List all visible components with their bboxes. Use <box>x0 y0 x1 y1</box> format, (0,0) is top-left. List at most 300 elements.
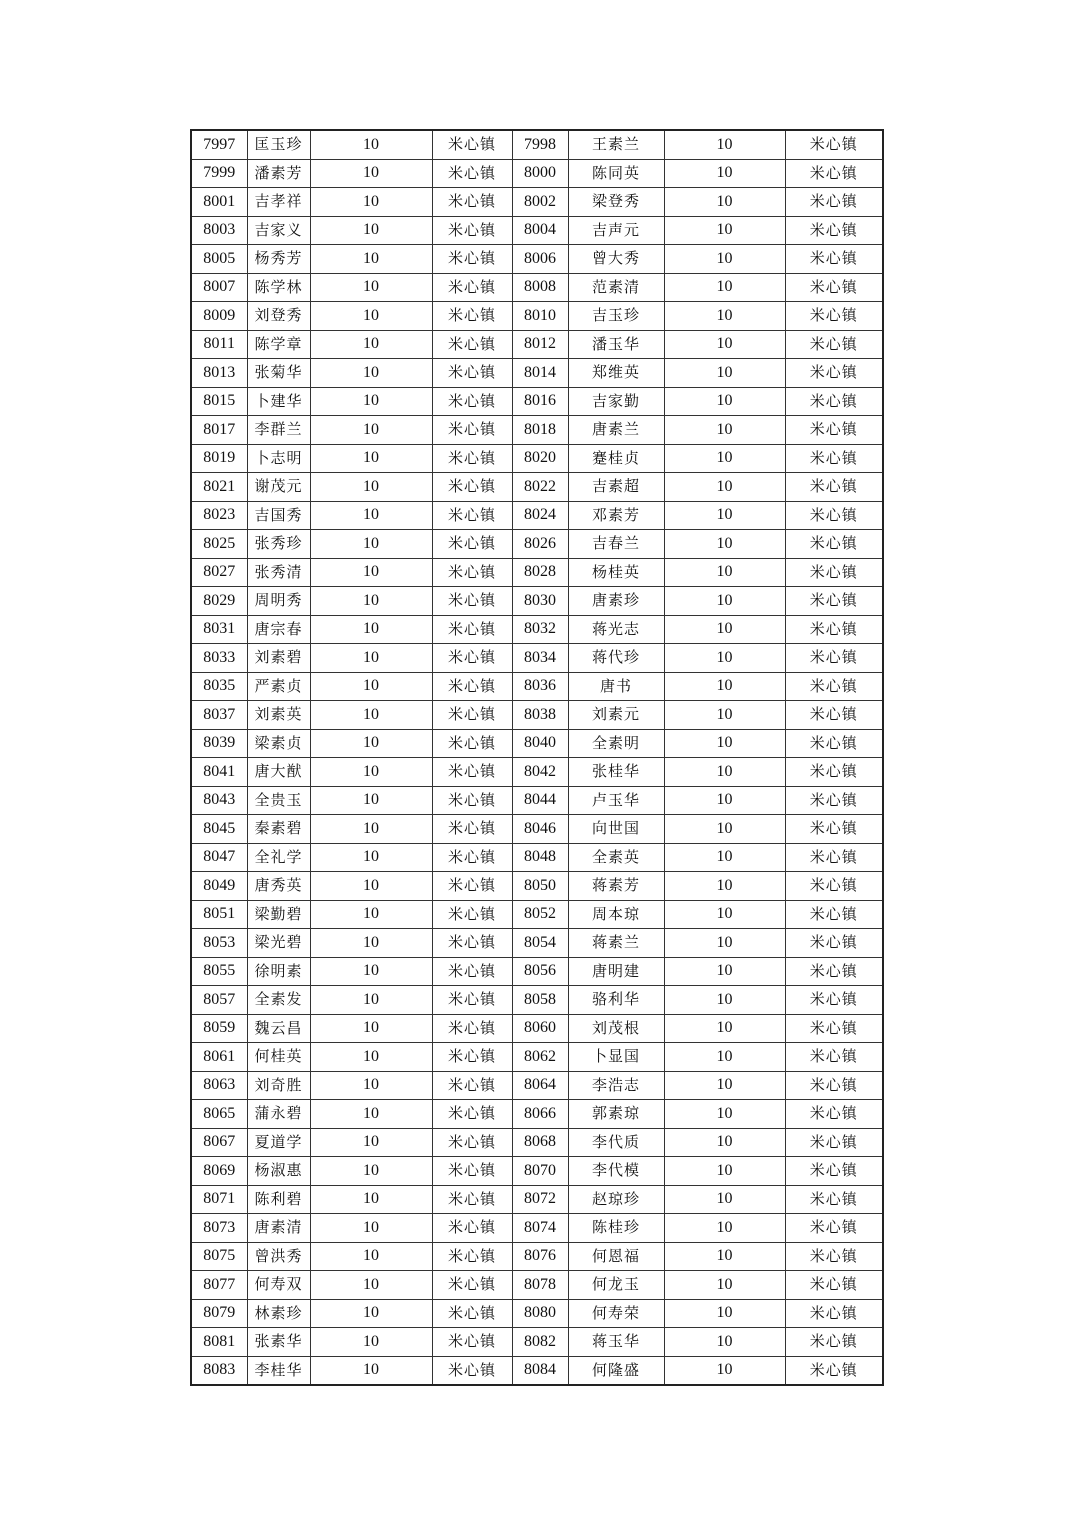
id-cell: 8058 <box>512 986 568 1015</box>
id-cell: 8013 <box>191 359 247 388</box>
table-row <box>191 444 883 473</box>
id-cell: 8044 <box>512 786 568 815</box>
id-cell: 8070 <box>512 1157 568 1186</box>
amount-cell: 10 <box>310 1356 432 1385</box>
amount-cell: 10 <box>664 558 785 587</box>
table-row <box>191 672 883 701</box>
name-cell: 何寿双 <box>247 1271 310 1300</box>
table-row <box>191 273 883 302</box>
table-row <box>191 929 883 958</box>
amount-cell: 10 <box>664 701 785 730</box>
town-cell: 米心镇 <box>432 359 512 388</box>
town-cell: 米心镇 <box>432 130 512 159</box>
table-row <box>191 330 883 359</box>
amount-cell: 10 <box>664 929 785 958</box>
name-cell: 徐明素 <box>247 957 310 986</box>
table-row <box>191 1185 883 1214</box>
name-cell: 蒋玉华 <box>568 1328 664 1357</box>
name-cell: 杨秀芳 <box>247 245 310 274</box>
name-cell: 全素明 <box>568 729 664 758</box>
id-cell: 8034 <box>512 644 568 673</box>
id-cell: 8075 <box>191 1242 247 1271</box>
name-cell: 梁登秀 <box>568 188 664 217</box>
name-cell: 梁勤碧 <box>247 900 310 929</box>
name-cell: 魏云昌 <box>247 1014 310 1043</box>
name-cell: 卜显国 <box>568 1043 664 1072</box>
id-cell: 8054 <box>512 929 568 958</box>
name-cell: 郭素琼 <box>568 1100 664 1129</box>
name-cell: 郑维英 <box>568 359 664 388</box>
id-cell: 8047 <box>191 843 247 872</box>
id-cell: 8038 <box>512 701 568 730</box>
id-cell: 8026 <box>512 530 568 559</box>
amount-cell: 10 <box>664 130 785 159</box>
name-cell: 张秀清 <box>247 558 310 587</box>
id-cell: 8049 <box>191 872 247 901</box>
id-cell: 8005 <box>191 245 247 274</box>
id-cell: 8051 <box>191 900 247 929</box>
id-cell: 8040 <box>512 729 568 758</box>
id-cell: 8064 <box>512 1071 568 1100</box>
amount-cell: 10 <box>310 473 432 502</box>
town-cell: 米心镇 <box>785 644 883 673</box>
name-cell: 刘奇胜 <box>247 1071 310 1100</box>
amount-cell: 10 <box>664 986 785 1015</box>
town-cell: 米心镇 <box>785 815 883 844</box>
name-cell: 全贵玉 <box>247 786 310 815</box>
name-cell: 陈学林 <box>247 273 310 302</box>
id-cell: 8069 <box>191 1157 247 1186</box>
name-cell: 陈桂珍 <box>568 1214 664 1243</box>
table-row <box>191 1043 883 1072</box>
name-cell: 曾洪秀 <box>247 1242 310 1271</box>
amount-cell: 10 <box>310 815 432 844</box>
name-cell: 王素兰 <box>568 130 664 159</box>
town-cell: 米心镇 <box>432 530 512 559</box>
name-cell: 匡玉珍 <box>247 130 310 159</box>
amount-cell: 10 <box>310 1214 432 1243</box>
amount-cell: 10 <box>664 387 785 416</box>
name-cell: 唐素兰 <box>568 416 664 445</box>
id-cell: 8077 <box>191 1271 247 1300</box>
town-cell: 米心镇 <box>432 1100 512 1129</box>
town-cell: 米心镇 <box>785 843 883 872</box>
id-cell: 8043 <box>191 786 247 815</box>
town-cell: 米心镇 <box>785 501 883 530</box>
town-cell: 米心镇 <box>432 1185 512 1214</box>
name-cell: 陈利碧 <box>247 1185 310 1214</box>
name-cell: 何寿荣 <box>568 1299 664 1328</box>
table-row <box>191 957 883 986</box>
amount-cell: 10 <box>664 758 785 787</box>
id-cell: 8010 <box>512 302 568 331</box>
name-cell: 全素英 <box>568 843 664 872</box>
name-cell: 蒋素兰 <box>568 929 664 958</box>
town-cell: 米心镇 <box>432 587 512 616</box>
id-cell: 8008 <box>512 273 568 302</box>
name-cell: 唐书 <box>568 672 664 701</box>
amount-cell: 10 <box>664 672 785 701</box>
amount-cell: 10 <box>664 1242 785 1271</box>
town-cell: 米心镇 <box>785 929 883 958</box>
amount-cell: 10 <box>310 701 432 730</box>
name-cell: 夏道学 <box>247 1128 310 1157</box>
name-cell: 何恩福 <box>568 1242 664 1271</box>
name-cell: 刘茂根 <box>568 1014 664 1043</box>
id-cell: 8021 <box>191 473 247 502</box>
id-cell: 7999 <box>191 159 247 188</box>
amount-cell: 10 <box>310 1328 432 1357</box>
table-row <box>191 1271 883 1300</box>
amount-cell: 10 <box>664 530 785 559</box>
name-cell: 赵琼珍 <box>568 1185 664 1214</box>
town-cell: 米心镇 <box>432 330 512 359</box>
name-cell: 范素清 <box>568 273 664 302</box>
town-cell: 米心镇 <box>785 473 883 502</box>
amount-cell: 10 <box>664 729 785 758</box>
amount-cell: 10 <box>664 473 785 502</box>
id-cell: 8028 <box>512 558 568 587</box>
name-cell: 杨淑惠 <box>247 1157 310 1186</box>
id-cell: 8036 <box>512 672 568 701</box>
table-row <box>191 815 883 844</box>
id-cell: 8059 <box>191 1014 247 1043</box>
amount-cell: 10 <box>664 273 785 302</box>
town-cell: 米心镇 <box>432 701 512 730</box>
id-cell: 8060 <box>512 1014 568 1043</box>
amount-cell: 10 <box>664 615 785 644</box>
town-cell: 米心镇 <box>785 957 883 986</box>
name-cell: 蒋素芳 <box>568 872 664 901</box>
amount-cell: 10 <box>664 587 785 616</box>
name-cell: 刘素元 <box>568 701 664 730</box>
name-cell: 向世国 <box>568 815 664 844</box>
town-cell: 米心镇 <box>785 1299 883 1328</box>
id-cell: 8001 <box>191 188 247 217</box>
id-cell: 8015 <box>191 387 247 416</box>
id-cell: 8004 <box>512 216 568 245</box>
table-row <box>191 1328 883 1357</box>
town-cell: 米心镇 <box>432 1328 512 1357</box>
name-cell: 吉孝祥 <box>247 188 310 217</box>
name-cell: 李群兰 <box>247 416 310 445</box>
town-cell: 米心镇 <box>432 644 512 673</box>
town-cell: 米心镇 <box>785 302 883 331</box>
amount-cell: 10 <box>310 758 432 787</box>
town-cell: 米心镇 <box>785 558 883 587</box>
amount-cell: 10 <box>310 957 432 986</box>
amount-cell: 10 <box>310 444 432 473</box>
town-cell: 米心镇 <box>432 1242 512 1271</box>
id-cell: 7997 <box>191 130 247 159</box>
town-cell: 米心镇 <box>432 1014 512 1043</box>
table-row <box>191 159 883 188</box>
amount-cell: 10 <box>310 929 432 958</box>
table-row <box>191 245 883 274</box>
name-cell: 吉玉珍 <box>568 302 664 331</box>
amount-cell: 10 <box>310 843 432 872</box>
town-cell: 米心镇 <box>432 758 512 787</box>
table-row <box>191 188 883 217</box>
id-cell: 8006 <box>512 245 568 274</box>
table-row <box>191 558 883 587</box>
amount-cell: 10 <box>310 188 432 217</box>
amount-cell: 10 <box>310 644 432 673</box>
id-cell: 8042 <box>512 758 568 787</box>
town-cell: 米心镇 <box>432 1271 512 1300</box>
id-cell: 8019 <box>191 444 247 473</box>
amount-cell: 10 <box>664 1157 785 1186</box>
amount-cell: 10 <box>310 729 432 758</box>
amount-cell: 10 <box>664 501 785 530</box>
id-cell: 8020 <box>512 444 568 473</box>
name-cell: 刘素英 <box>247 701 310 730</box>
amount-cell: 10 <box>664 957 785 986</box>
town-cell: 米心镇 <box>432 416 512 445</box>
amount-cell: 10 <box>664 1128 785 1157</box>
amount-cell: 10 <box>310 216 432 245</box>
town-cell: 米心镇 <box>432 900 512 929</box>
amount-cell: 10 <box>664 416 785 445</box>
table-row <box>191 473 883 502</box>
town-cell: 米心镇 <box>785 872 883 901</box>
town-cell: 米心镇 <box>432 216 512 245</box>
town-cell: 米心镇 <box>785 530 883 559</box>
town-cell: 米心镇 <box>432 1071 512 1100</box>
amount-cell: 10 <box>310 501 432 530</box>
name-cell: 骆利华 <box>568 986 664 1015</box>
town-cell: 米心镇 <box>432 1299 512 1328</box>
name-cell: 吉国秀 <box>247 501 310 530</box>
town-cell: 米心镇 <box>785 786 883 815</box>
amount-cell: 10 <box>310 359 432 388</box>
table-row <box>191 615 883 644</box>
town-cell: 米心镇 <box>785 729 883 758</box>
town-cell: 米心镇 <box>785 1157 883 1186</box>
town-cell: 米心镇 <box>785 1185 883 1214</box>
name-cell: 蒲永碧 <box>247 1100 310 1129</box>
amount-cell: 10 <box>310 1128 432 1157</box>
name-cell: 潘素芳 <box>247 159 310 188</box>
id-cell: 8052 <box>512 900 568 929</box>
name-cell: 唐宗春 <box>247 615 310 644</box>
name-cell: 卜志明 <box>247 444 310 473</box>
town-cell: 米心镇 <box>432 986 512 1015</box>
amount-cell: 10 <box>310 558 432 587</box>
amount-cell: 10 <box>310 1185 432 1214</box>
town-cell: 米心镇 <box>432 615 512 644</box>
amount-cell: 10 <box>310 1157 432 1186</box>
amount-cell: 10 <box>310 1100 432 1129</box>
table-row <box>191 530 883 559</box>
amount-cell: 10 <box>664 815 785 844</box>
amount-cell: 10 <box>664 302 785 331</box>
id-cell: 8017 <box>191 416 247 445</box>
id-cell: 8061 <box>191 1043 247 1072</box>
name-cell: 刘登秀 <box>247 302 310 331</box>
town-cell: 米心镇 <box>432 188 512 217</box>
name-cell: 陈学章 <box>247 330 310 359</box>
town-cell: 米心镇 <box>432 1214 512 1243</box>
town-cell: 米心镇 <box>785 1014 883 1043</box>
town-cell: 米心镇 <box>785 245 883 274</box>
id-cell: 8062 <box>512 1043 568 1072</box>
table-row <box>191 216 883 245</box>
amount-cell: 10 <box>664 1185 785 1214</box>
town-cell: 米心镇 <box>432 1043 512 1072</box>
name-cell: 李浩志 <box>568 1071 664 1100</box>
amount-cell: 10 <box>310 1014 432 1043</box>
id-cell: 8072 <box>512 1185 568 1214</box>
name-cell: 何隆盛 <box>568 1356 664 1385</box>
id-cell: 8076 <box>512 1242 568 1271</box>
id-cell: 8083 <box>191 1356 247 1385</box>
table-row <box>191 587 883 616</box>
table-row <box>191 843 883 872</box>
name-cell: 吉春兰 <box>568 530 664 559</box>
town-cell: 米心镇 <box>432 672 512 701</box>
id-cell: 8084 <box>512 1356 568 1385</box>
id-cell: 8018 <box>512 416 568 445</box>
town-cell: 米心镇 <box>432 957 512 986</box>
table-row <box>191 900 883 929</box>
id-cell: 8023 <box>191 501 247 530</box>
amount-cell: 10 <box>310 872 432 901</box>
name-cell: 邓素芳 <box>568 501 664 530</box>
amount-cell: 10 <box>310 245 432 274</box>
town-cell: 米心镇 <box>785 130 883 159</box>
name-cell: 刘素碧 <box>247 644 310 673</box>
town-cell: 米心镇 <box>432 786 512 815</box>
town-cell: 米心镇 <box>432 558 512 587</box>
name-cell: 周本琼 <box>568 900 664 929</box>
town-cell: 米心镇 <box>785 900 883 929</box>
town-cell: 米心镇 <box>785 273 883 302</box>
id-cell: 8046 <box>512 815 568 844</box>
name-cell: 唐秀英 <box>247 872 310 901</box>
town-cell: 米心镇 <box>785 1242 883 1271</box>
name-cell: 谢茂元 <box>247 473 310 502</box>
amount-cell: 10 <box>310 986 432 1015</box>
name-cell: 卢玉华 <box>568 786 664 815</box>
name-cell: 何桂英 <box>247 1043 310 1072</box>
id-cell: 8009 <box>191 302 247 331</box>
name-cell: 陈同英 <box>568 159 664 188</box>
amount-cell: 10 <box>664 1071 785 1100</box>
id-cell: 8071 <box>191 1185 247 1214</box>
town-cell: 米心镇 <box>432 444 512 473</box>
town-cell: 米心镇 <box>785 1356 883 1385</box>
town-cell: 米心镇 <box>785 1214 883 1243</box>
amount-cell: 10 <box>310 1071 432 1100</box>
town-cell: 米心镇 <box>432 501 512 530</box>
town-cell: 米心镇 <box>432 1356 512 1385</box>
table-row <box>191 1100 883 1129</box>
amount-cell: 10 <box>664 444 785 473</box>
town-cell: 米心镇 <box>432 815 512 844</box>
name-cell: 李代质 <box>568 1128 664 1157</box>
town-cell: 米心镇 <box>785 159 883 188</box>
table-row <box>191 302 883 331</box>
id-cell: 8030 <box>512 587 568 616</box>
amount-cell: 10 <box>310 387 432 416</box>
town-cell: 米心镇 <box>785 216 883 245</box>
amount-cell: 10 <box>664 245 785 274</box>
name-cell: 潘玉华 <box>568 330 664 359</box>
name-cell: 曾大秀 <box>568 245 664 274</box>
id-cell: 8057 <box>191 986 247 1015</box>
table-row <box>191 1071 883 1100</box>
amount-cell: 10 <box>664 843 785 872</box>
town-cell: 米心镇 <box>785 444 883 473</box>
name-cell: 卜建华 <box>247 387 310 416</box>
id-cell: 8055 <box>191 957 247 986</box>
id-cell: 8050 <box>512 872 568 901</box>
id-cell: 8007 <box>191 273 247 302</box>
name-cell: 梁光碧 <box>247 929 310 958</box>
town-cell: 米心镇 <box>432 302 512 331</box>
amount-cell: 10 <box>664 216 785 245</box>
name-cell: 吉家勤 <box>568 387 664 416</box>
name-cell: 全素发 <box>247 986 310 1015</box>
town-cell: 米心镇 <box>785 587 883 616</box>
amount-cell: 10 <box>310 273 432 302</box>
town-cell: 米心镇 <box>785 986 883 1015</box>
table-row <box>191 1356 883 1385</box>
amount-cell: 10 <box>310 615 432 644</box>
amount-cell: 10 <box>310 1242 432 1271</box>
table-row <box>191 758 883 787</box>
table-row <box>191 786 883 815</box>
name-cell: 李代模 <box>568 1157 664 1186</box>
amount-cell: 10 <box>664 1271 785 1300</box>
town-cell: 米心镇 <box>432 729 512 758</box>
amount-cell: 10 <box>310 130 432 159</box>
town-cell: 米心镇 <box>785 1128 883 1157</box>
table-row <box>191 1014 883 1043</box>
table-row <box>191 644 883 673</box>
id-cell: 8032 <box>512 615 568 644</box>
id-cell: 8039 <box>191 729 247 758</box>
id-cell: 8041 <box>191 758 247 787</box>
name-cell: 蹇桂贞 <box>568 444 664 473</box>
town-cell: 米心镇 <box>785 1043 883 1072</box>
id-cell: 8079 <box>191 1299 247 1328</box>
amount-cell: 10 <box>310 1299 432 1328</box>
id-cell: 8027 <box>191 558 247 587</box>
amount-cell: 10 <box>310 530 432 559</box>
amount-cell: 10 <box>310 302 432 331</box>
table-row <box>191 1157 883 1186</box>
amount-cell: 10 <box>310 587 432 616</box>
amount-cell: 10 <box>310 416 432 445</box>
name-cell: 张桂华 <box>568 758 664 787</box>
amount-cell: 10 <box>664 159 785 188</box>
amount-cell: 10 <box>664 1299 785 1328</box>
id-cell: 8053 <box>191 929 247 958</box>
town-cell: 米心镇 <box>785 359 883 388</box>
name-cell: 吉家义 <box>247 216 310 245</box>
amount-cell: 10 <box>310 1271 432 1300</box>
id-cell: 8074 <box>512 1214 568 1243</box>
amount-cell: 10 <box>310 672 432 701</box>
amount-cell: 10 <box>664 1214 785 1243</box>
table-row <box>191 872 883 901</box>
town-cell: 米心镇 <box>785 1271 883 1300</box>
town-cell: 米心镇 <box>432 1157 512 1186</box>
town-cell: 米心镇 <box>432 872 512 901</box>
name-cell: 张秀珍 <box>247 530 310 559</box>
